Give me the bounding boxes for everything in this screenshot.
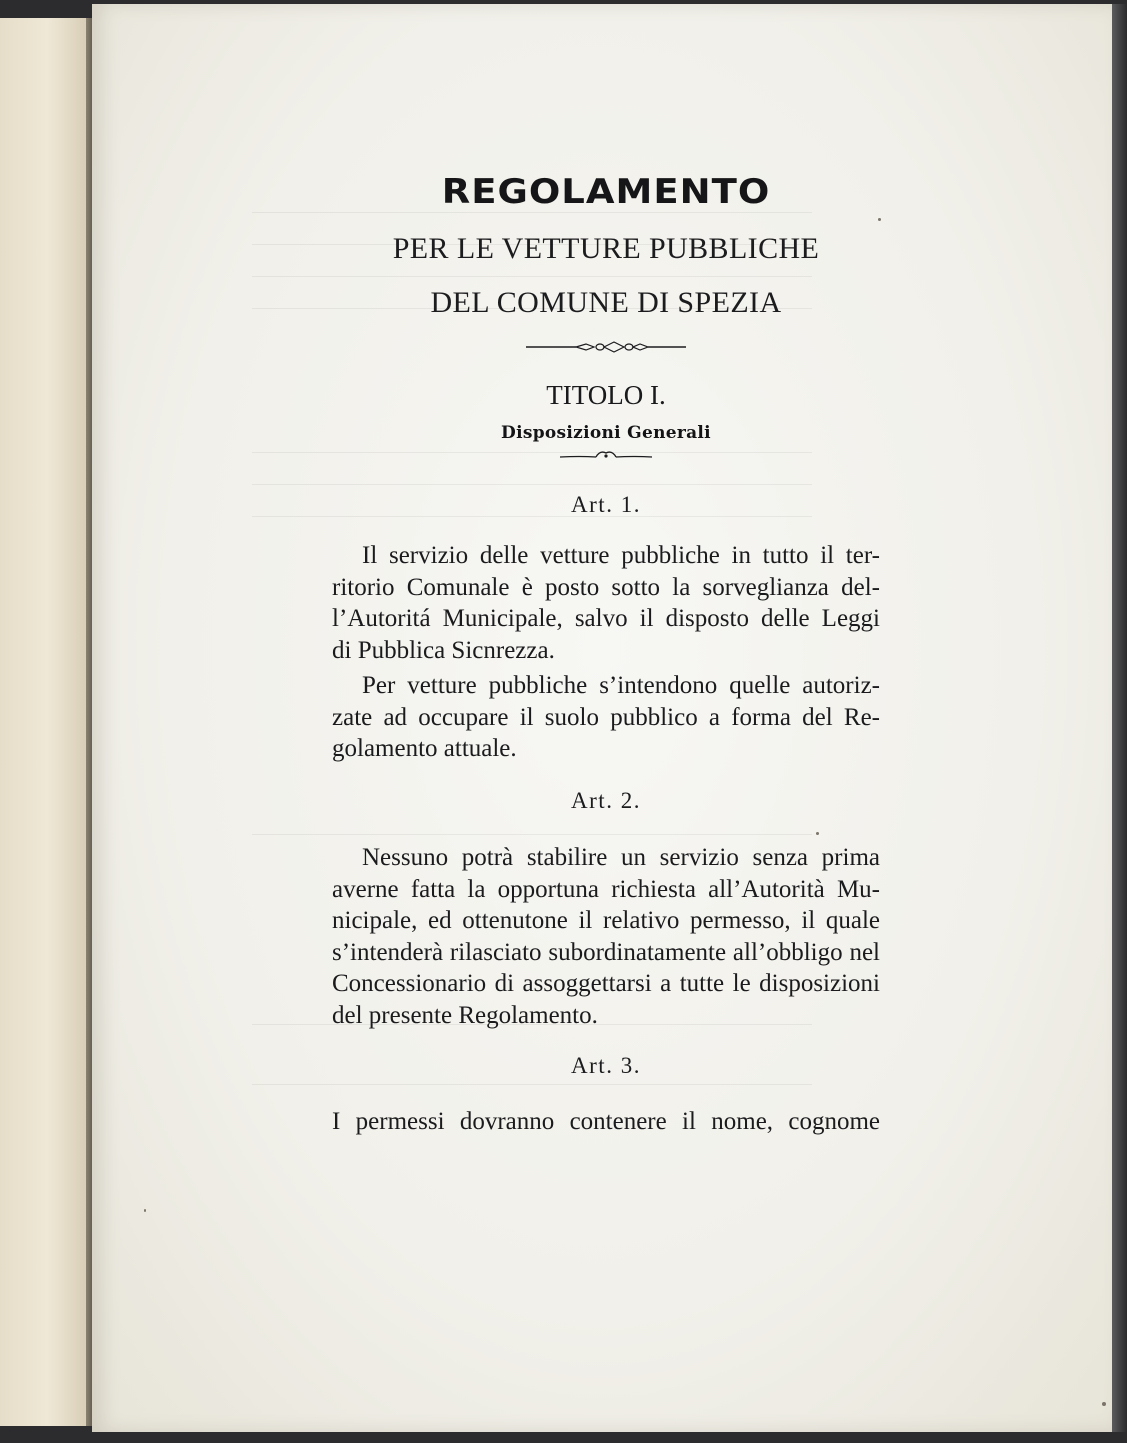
article-paragraph — [332, 1106, 880, 1138]
text-line: del presente Regolamento. — [332, 1001, 598, 1029]
document-subtitle-line2: DEL COMUNE DI SPEZIA — [430, 286, 782, 319]
text-line: Concessionario di assoggettarsi a tutte le disposizioni — [332, 970, 880, 997]
paper-speck — [878, 218, 881, 221]
article-paragraph — [332, 540, 880, 666]
article-heading: Art. 1. — [571, 492, 641, 517]
document-page — [92, 4, 1115, 1432]
article-heading: Art. 3. — [571, 1053, 641, 1078]
show-through-line — [252, 484, 812, 485]
divider-ornament-icon — [526, 340, 686, 354]
show-through-line — [252, 834, 812, 835]
text-line: Il servizio delle vetture pubbliche in tutto il ter- — [362, 542, 880, 569]
text-line: averne fatta la opportuna richiesta all’Autorità Mu- — [332, 875, 880, 903]
text-line: ritorio Comunale è posto sotto la sorveglianza del- — [332, 573, 880, 601]
show-through-line — [252, 212, 812, 213]
text-line: golamento attuale. — [332, 735, 517, 762]
show-through-line — [252, 1084, 812, 1085]
right-page-edge — [1112, 4, 1127, 1432]
flourish-ornament-icon — [560, 448, 652, 462]
article-paragraph — [332, 842, 880, 1031]
section-subtitle: Disposizioni Generali — [501, 423, 711, 443]
article-paragraph — [332, 670, 880, 765]
text-line: di Pubblica Sicnrezza. — [332, 636, 555, 664]
small-ornamental-divider — [332, 448, 880, 462]
left-page-edge — [0, 18, 88, 1426]
paper-speck — [1102, 1402, 1106, 1406]
text-line: I permessi dovranno contenere il nome, cognome — [332, 1108, 880, 1135]
section-heading: TITOLO I. — [546, 380, 666, 410]
text-line: l’Autoritá Municipale, salvo il disposto delle Leggi — [332, 605, 880, 632]
ornamental-divider — [332, 340, 880, 354]
document-title: REGOLAMENTO — [441, 171, 771, 212]
text-line: zate ad occupare il suolo pubblico a forma del Re- — [332, 703, 880, 731]
text-line: s’intenderà rilasciato subordinatamente all’obbligo nel — [332, 938, 880, 966]
text-line: nicipale, ed ottenutone il relativo permesso, il quale — [332, 907, 880, 934]
paper-speck — [816, 832, 819, 835]
text-line: Per vetture pubbliche s’intendono quelle autoriz- — [362, 672, 880, 699]
show-through-line — [252, 276, 812, 277]
paper-speck — [144, 1209, 146, 1212]
article-heading: Art. 2. — [571, 788, 641, 813]
document-subtitle-line1: PER LE VETTURE PUBBLICHE — [392, 232, 820, 265]
text-line: Nessuno potrà stabilire un servizio senza prima — [362, 844, 880, 871]
